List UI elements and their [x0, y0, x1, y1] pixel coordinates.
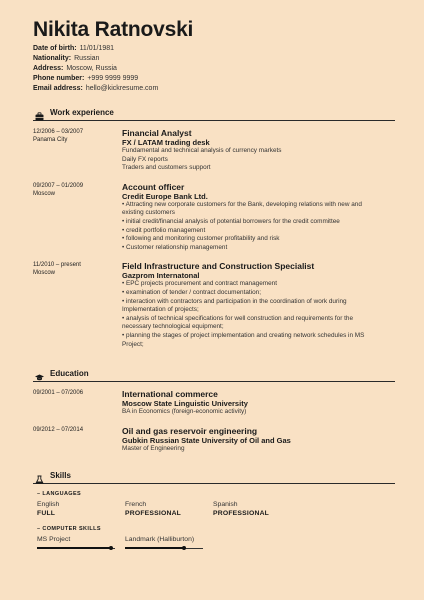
skill-bar-fill: [125, 547, 184, 549]
language-level: PROFESSIONAL: [125, 510, 182, 518]
computer-skill-item: [125, 535, 213, 551]
section-header: [33, 469, 395, 481]
work-entry: [33, 261, 395, 349]
language-level: PROFESSIONAL: [213, 510, 270, 518]
entry-line: Daily FX reports: [122, 155, 168, 163]
education-entry: [33, 426, 395, 454]
section-title: Work experience: [50, 107, 114, 117]
info-phone: [33, 74, 395, 84]
entry-dates: 09/2012 – 07/2014: [33, 426, 84, 433]
entry-line: • interaction with contractors and participation in the coordination of work during: [122, 297, 347, 305]
entry-line: existing customers: [122, 209, 175, 217]
info-dob: [33, 44, 395, 54]
entry-line: Fundamental and technical analysis of currency markets: [122, 147, 282, 154]
computer-skill-item: [37, 535, 125, 551]
language-item: [37, 500, 125, 518]
entry-role: Account officer: [122, 181, 185, 192]
info-value: Russian: [74, 55, 100, 62]
info-email: [33, 84, 395, 94]
info-value: 11/01/1981: [79, 45, 115, 52]
section-title: Skills: [50, 470, 71, 480]
work-section: [33, 106, 395, 349]
entry-place: Moscow: [33, 190, 56, 197]
entry-dates: 09/2007 – 01/2009: [33, 182, 84, 189]
language-name: Spanish: [213, 501, 238, 509]
entry-place: Panama City: [33, 137, 68, 143]
candidate-name: Nikita Ratnovski: [33, 18, 194, 41]
entry-line: • analysis of technical specifications for well construction and requirements for the: [122, 314, 353, 322]
language-name: French: [125, 501, 147, 509]
flask-icon: [35, 471, 44, 480]
entry-school: Gubkin Russian State University of Oil and Gas: [122, 435, 291, 445]
entry-line: • following and monitoring customer profitability and risk: [122, 235, 280, 243]
entry-org: Gazprom Internatonal: [122, 271, 200, 281]
info-label: Nationality:: [33, 55, 72, 62]
computer-skills-list: [37, 535, 395, 551]
info-label: Email address:: [33, 85, 83, 92]
info-value[interactable]: hello@kickresume.com: [85, 85, 159, 92]
entry-degree: International commerce: [122, 389, 218, 400]
entry-org: Credit Europe Bank Ltd.: [122, 191, 208, 201]
skill-bar-fill: [37, 547, 111, 549]
entry-line: • examination of tender / contract documentation;: [122, 288, 262, 296]
entry-line: BA in Economics (foreign-economic activity): [122, 408, 247, 416]
work-entry: [33, 182, 395, 253]
entry-line: Master of Engineering: [122, 444, 185, 452]
section-divider: [33, 381, 395, 382]
languages-list: [37, 500, 395, 518]
section-header: [33, 367, 395, 379]
entry-school: Moscow State Linguistic University: [122, 399, 248, 409]
skills-section: [33, 469, 395, 551]
skill-name: Landmark (Halliburton): [125, 536, 195, 544]
entry-dates: 12/2006 – 03/2007: [33, 129, 84, 135]
entry-line: • EPC projects procurement and contract management: [122, 280, 277, 288]
entry-line: • credit portfolio management: [122, 226, 206, 234]
info-label: Phone number:: [33, 75, 85, 82]
entry-dates: 11/2010 – present: [33, 262, 81, 269]
section-divider: [33, 483, 395, 484]
entry-line: Implementation of projects;: [122, 306, 199, 314]
entry-line: necessary technological equipment;: [122, 323, 224, 331]
skill-bar-knob: [109, 546, 113, 550]
entry-org: FX / LATAM trading desk: [122, 138, 210, 147]
skill-level-bar: [125, 545, 203, 551]
language-level: FULL: [37, 510, 56, 518]
skill-bar-knob: [182, 546, 186, 550]
entry-line: • planning the stages of project implementation and creating network schedules in MS: [122, 331, 365, 339]
section-divider: [33, 120, 395, 121]
section-title: Education: [50, 368, 89, 378]
education-section: [33, 367, 395, 453]
info-value: Moscow, Russia: [66, 65, 117, 72]
entry-line: • Customer relationship management: [122, 243, 228, 251]
skill-level-bar: [37, 545, 115, 551]
info-address: [33, 64, 395, 74]
info-label: Address:: [33, 65, 64, 72]
info-value: +999 9999 9999: [87, 75, 139, 82]
briefcase-icon: [35, 108, 44, 117]
entry-line: Traders and customers support: [122, 164, 211, 172]
language-name: English: [37, 501, 60, 509]
info-label: Date of birth:: [33, 45, 77, 52]
computer-skills-label: – COMPUTER SKILLS: [37, 526, 101, 533]
entry-dates: 09/2001 – 07/2006: [33, 390, 84, 397]
language-item: [125, 500, 213, 518]
entry-line: Project;: [122, 340, 144, 348]
entry-role: Financial Analyst: [122, 128, 192, 138]
language-item: [213, 500, 301, 518]
entry-place: Moscow: [33, 270, 56, 277]
info-nationality: [33, 54, 395, 64]
graduation-cap-icon: [35, 369, 44, 378]
languages-label: – LANGUAGES: [37, 491, 82, 498]
education-entry: [33, 389, 395, 417]
skill-name: MS Project: [37, 536, 71, 544]
personal-info: [33, 44, 395, 94]
entry-line: • initial credit/financial analysis of potential borrowers for the credit committee: [122, 217, 340, 225]
work-entry: [33, 128, 395, 173]
entry-role: Field Infrastructure and Construction Specialist: [122, 261, 315, 272]
entry-degree: Oil and gas reservoir engineering: [122, 425, 258, 436]
section-header: [33, 106, 395, 118]
entry-line: • Attracting new corporate customers for the Bank, developing relations with new and: [122, 200, 362, 208]
